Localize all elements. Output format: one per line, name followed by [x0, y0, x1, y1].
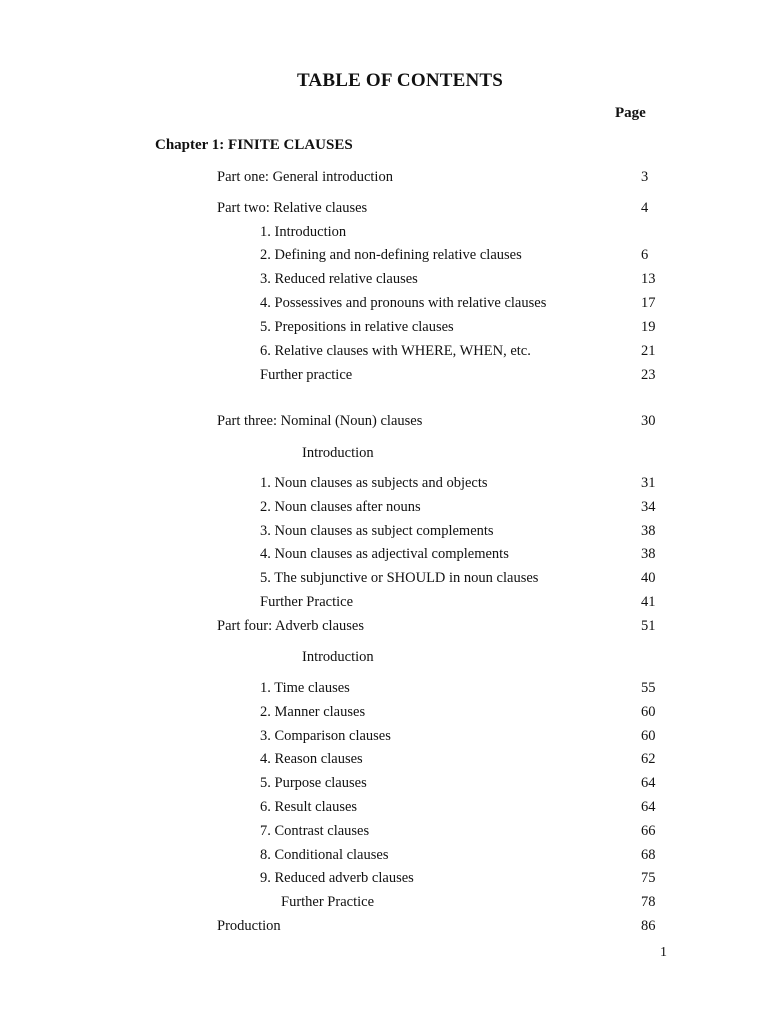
toc-entry: 2. Manner clauses [260, 704, 366, 720]
toc-entry-part-three: Part three: Nominal (Noun) clauses [217, 413, 423, 429]
toc-entry-part-two: Part two: Relative clauses [217, 200, 368, 216]
toc-entry: Further Practice [281, 894, 375, 910]
toc-page-number: 41 [641, 594, 656, 610]
toc-entry: 9. Reduced adverb clauses [260, 870, 414, 886]
toc-page-number: 60 [641, 704, 656, 720]
toc-entry: 4. Reason clauses [260, 751, 363, 767]
toc-page-number: 86 [641, 918, 656, 934]
toc-page-number: 31 [641, 475, 656, 491]
toc-page-number: 19 [641, 319, 656, 335]
page-title: TABLE OF CONTENTS [296, 70, 504, 91]
toc-entry: 2. Noun clauses after nouns [260, 499, 421, 515]
toc-page-number: 4 [641, 200, 649, 216]
toc-page-number: 38 [641, 546, 656, 562]
toc-page-number: 23 [641, 367, 656, 383]
toc-page-number: 34 [641, 499, 656, 515]
toc-entry: 5. Purpose clauses [260, 775, 367, 791]
toc-entry: 8. Conditional clauses [260, 847, 389, 863]
toc-page-number: 75 [641, 870, 656, 886]
toc-page-number: 17 [641, 295, 656, 311]
toc-page-number: 51 [641, 618, 656, 634]
toc-page-number: 40 [641, 570, 656, 586]
toc-entry: 1. Time clauses [260, 680, 350, 696]
toc-page-number: 38 [641, 523, 656, 539]
toc-page-number: 6 [641, 247, 649, 263]
toc-page-number: 30 [641, 413, 656, 429]
toc-page-number: 66 [641, 823, 656, 839]
toc-page-number: 64 [641, 799, 656, 815]
toc-page-number: 55 [641, 680, 656, 696]
toc-entry: Introduction [302, 649, 374, 665]
toc-entry: 3. Noun clauses as subject complements [260, 523, 494, 539]
toc-entry: Introduction [302, 445, 374, 461]
toc-entry: 5. The subjunctive or SHOULD in noun clauses [260, 570, 539, 586]
toc-entry: Further Practice [260, 594, 354, 610]
toc-entry-part-four: Part four: Adverb clauses [217, 618, 364, 634]
toc-entry: 1. Noun clauses as subjects and objects [260, 475, 488, 491]
toc-entry: 6. Relative clauses with WHERE, WHEN, etc. [260, 343, 531, 359]
chapter-heading: Chapter 1: FINITE CLAUSES [155, 137, 353, 153]
toc-page-number: 21 [641, 343, 656, 359]
toc-page-number: 13 [641, 271, 656, 287]
toc-page-number: 64 [641, 775, 656, 791]
toc-entry-production: Production [217, 918, 281, 934]
toc-page-number: 62 [641, 751, 656, 767]
page-column-label: Page [615, 105, 646, 121]
toc-page-number: 68 [641, 847, 656, 863]
toc-page-number: 60 [641, 728, 656, 744]
toc-entry: 7. Contrast clauses [260, 823, 370, 839]
toc-entry: 4. Noun clauses as adjectival complements [260, 546, 509, 562]
toc-entry: 5. Prepositions in relative clauses [260, 319, 454, 335]
toc-entry: 3. Comparison clauses [260, 728, 391, 744]
toc-entry: 2. Defining and non-defining relative clauses [260, 247, 522, 263]
toc-entry-part-one: Part one: General introduction [217, 169, 393, 185]
toc-entry: 1. Introduction [260, 224, 347, 240]
toc-page-number: 78 [641, 894, 656, 910]
page-number: 1 [660, 945, 667, 960]
toc-entry: Further practice [260, 367, 353, 383]
toc-entry: 6. Result clauses [260, 799, 358, 815]
toc-entry: 3. Reduced relative clauses [260, 271, 418, 287]
toc-page-number: 3 [641, 169, 649, 185]
toc-entry: 4. Possessives and pronouns with relative clauses [260, 295, 547, 311]
